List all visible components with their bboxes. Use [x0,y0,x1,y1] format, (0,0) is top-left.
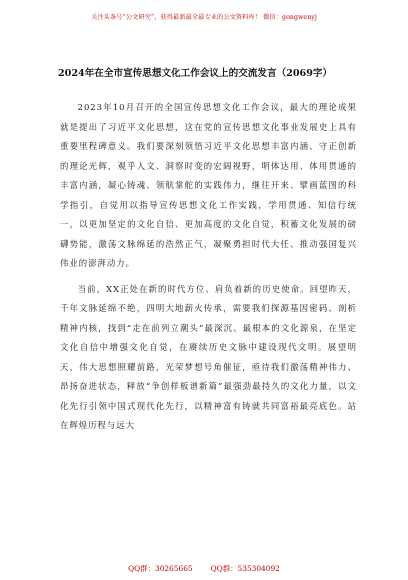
footer-qq-group-1: QQ群：30265665 [128,564,193,573]
document-title: 2024年在全市宣传思想文化工作会议上的交流发言（2069字） [58,68,333,79]
header-banner: 关注头条号“公文研究”，获得最新最全最专业的公文资料库！ 微信：gongwenyj [91,14,317,21]
paragraph: 当前，XX正处在新的时代方位、肩负着新的历史使命。回望昨天，千年文脉延绵不绝，四明大地薪火传承，需要我们探源基因密码、剖析精神内核，找到“走在前列立潮头”最深沉、最根本的文化源泉，在坚定文化自信中增强文化自觉，在赓续历史文脉中建设现代文明。展望明天，伟大思想照耀前路，光荣梦想号角催征，亟待我们激荡精神伟力、昂扬奋进状态，释放“争创样板谱新篇”最强劲最持久的文化力量，以文化先行引领中国式现代化先行，以精神富有铸就共同富裕最亮底色。站在辉煌历程与远大 [60,283,357,430]
document-body [60,98,357,442]
paragraph: 2023年10月召开的全国宣传思想文化工作会议，最大的理论成果就是提出了习近平文化思想，这在党的宣传思想文化事业发展史上具有重要里程碑意义。我们要深刻领悟习近平文化思想丰富内涵、守正创新的理论光辉，观乎人文、洞察时变的宏阔视野，明体达用、体用贯通的丰富内涵，凝心铸魂、领航掌舵的实践伟力，继往开来、擘画蓝图的科学指引，自觉用以指导宣传思想文化工作实践，学用贯通、知信行统一，以更加坚定的文化自信、更加高度的文化自觉，积蓄文化发展的磅礴势能，激荡文脉绵延的浩然正气，凝聚勇担时代大任、推动强国复兴伟业的澎湃动力。 [60,102,357,268]
footer-qq-group-2: QQ群：535304092 [210,564,280,573]
footer [0,563,408,574]
